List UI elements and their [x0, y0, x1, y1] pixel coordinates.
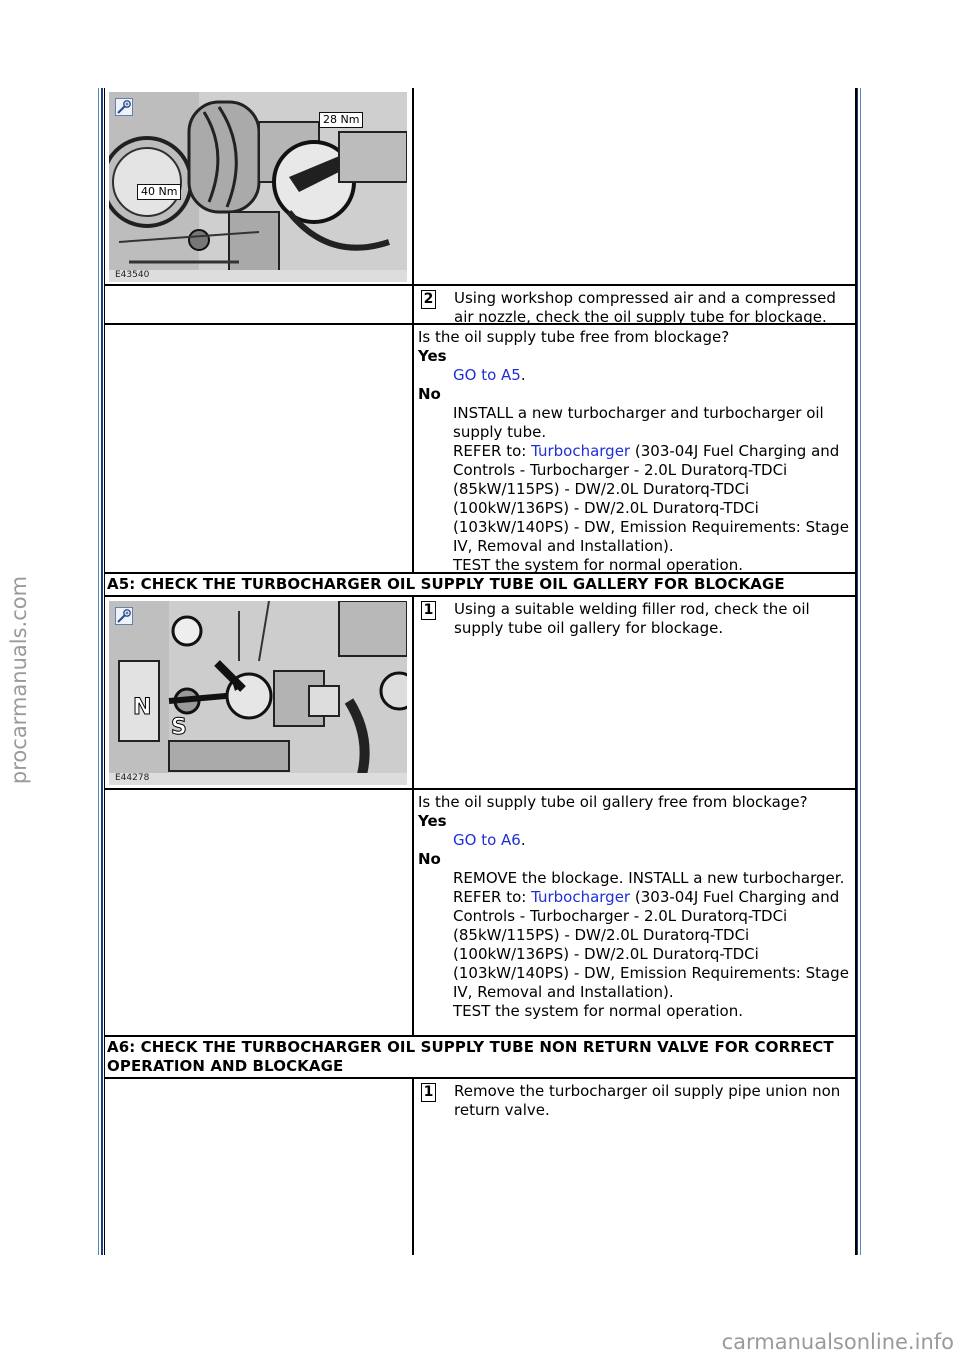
step-number: 2: [421, 290, 436, 309]
no-action: INSTALL a new turbocharger and turbocharger oil supply tube.: [453, 404, 824, 441]
bottom-watermark: carmanualsonline.info: [721, 1330, 954, 1354]
heading-row-a6: [105, 1037, 855, 1079]
goto-a5-link[interactable]: GO to A5: [453, 366, 521, 384]
step-number: 1: [421, 1083, 436, 1102]
test-text: TEST the system for normal operation.: [453, 556, 743, 574]
yes-label: Yes: [418, 347, 447, 365]
question-text: Is the oil supply tube free from blockage?: [418, 328, 730, 346]
section-heading-a5: A5: CHECK THE TURBOCHARGER OIL SUPPLY TUBE OIL GALLERY FOR BLOCKAGE: [107, 575, 785, 593]
torque-callout-40: 40 Nm: [137, 184, 181, 200]
no-label: No: [418, 850, 441, 868]
refer-text: REFER to: Turbocharger (303-04J Fuel Charging and Controls - Turbocharger - 2.0L Duratorq-TDCi (85kW/115PS) - DW/2.0L Duratorq-TDCi (100kW/136PS) - DW/2.0L Duratorq-TDCi (103kW/140PS) - DW, Emission Requirements: Stage IV, Removal and Installation).: [453, 888, 849, 1001]
figure-cell: [105, 597, 414, 788]
figure-row-text: [414, 88, 855, 93]
no-action: REMOVE the blockage. INSTALL a new turbocharger.: [453, 869, 845, 887]
step-2: [418, 289, 851, 327]
yes-action: GO to A6.: [453, 831, 526, 849]
zoom-icon[interactable]: [115, 607, 133, 625]
step-text: Using a suitable welding filler rod, check the oil supply tube oil gallery for blockage.: [454, 600, 810, 637]
step-row-a6-1: [105, 1079, 855, 1255]
yes-label: Yes: [418, 812, 447, 830]
figure-label-n: N: [133, 695, 152, 720]
question-text: Is the oil supply tube oil gallery free from blockage?: [418, 793, 808, 811]
figure-e44278[interactable]: [109, 601, 407, 785]
page-rule-right-outer: [860, 88, 861, 1255]
page-rule-left-outer: [98, 88, 99, 1255]
turbocharger-link[interactable]: Turbocharger: [531, 442, 631, 460]
figure-label-s: S: [171, 715, 187, 740]
figure-code: E44278: [115, 773, 150, 783]
step-number: 1: [421, 601, 436, 620]
step-1: [418, 600, 851, 638]
turbocharger-link[interactable]: Turbocharger: [531, 888, 631, 906]
test-text: TEST the system for normal operation.: [453, 1002, 743, 1020]
step-row-2: [105, 286, 855, 325]
figure-e43540[interactable]: [109, 92, 407, 282]
step-row-a5-1: [105, 597, 855, 790]
figure-cell: [105, 88, 414, 284]
section-heading-a6: A6: CHECK THE TURBOCHARGER OIL SUPPLY TUBE NON RETURN VALVE FOR CORRECT OPERATION AND BLOCKAGE: [107, 1038, 834, 1075]
side-watermark: procarmanuals.com: [7, 575, 31, 785]
result-row-a5: [105, 790, 855, 1037]
step-1: [418, 1082, 851, 1120]
step-text: Using workshop compressed air and a compressed air nozzle, check the oil supply tube for blockage.: [454, 289, 836, 326]
goto-a6-link[interactable]: GO to A6: [453, 831, 521, 849]
figure-row-e43540: [105, 88, 855, 286]
result-row-a4: [105, 325, 855, 574]
page-rule-left-inner: [101, 88, 103, 1255]
no-label: No: [418, 385, 441, 403]
refer-text: REFER to: Turbocharger (303-04J Fuel Charging and Controls - Turbocharger - 2.0L Duratorq-TDCi (85kW/115PS) - DW/2.0L Duratorq-TDCi (100kW/136PS) - DW/2.0L Duratorq-TDCi (103kW/140PS) - DW, Emission Requirements: Stage IV, Removal and Installation).: [453, 442, 849, 555]
heading-row-a5: [105, 574, 855, 597]
zoom-icon[interactable]: [115, 98, 133, 116]
figure-code: E43540: [115, 270, 150, 280]
procedure-table: [104, 88, 857, 1255]
step-text: Remove the turbocharger oil supply pipe union non return valve.: [454, 1082, 841, 1119]
torque-callout-28: 28 Nm: [319, 112, 363, 128]
yes-action: GO to A5.: [453, 366, 526, 384]
